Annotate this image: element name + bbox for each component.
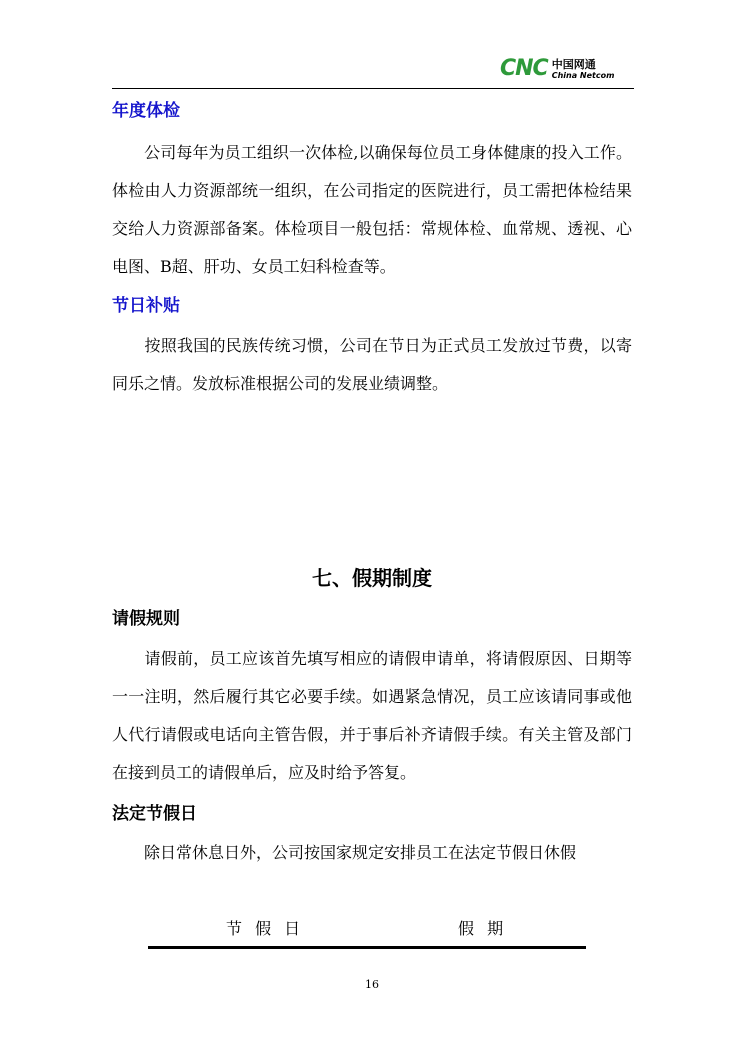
logo-chinese-name: 中国网通 bbox=[551, 57, 596, 71]
heading-statutory-holidays: 法定节假日 bbox=[112, 804, 197, 824]
logo-mark: CNC bbox=[500, 56, 548, 81]
company-logo bbox=[500, 56, 632, 82]
header-divider bbox=[112, 88, 634, 89]
chapter-title: 七、假期制度 bbox=[312, 566, 432, 590]
heading-leave-rules: 请假规则 bbox=[112, 609, 180, 629]
page-number: 16 bbox=[365, 978, 379, 991]
heading-holiday-allowance: 节日补贴 bbox=[112, 296, 180, 316]
paragraph-leave-rules: 请假前，员工应该首先填写相应的请假申请单，将请假原因、日期等一一注明，然后履行其它必要手续。如遇紧急情况，员工应该请同事或他人代行请假或电话向主管告假，并于事后补齐请假手续。有关主管及部门在接到员工的请假单后，应及时给予答复。 bbox=[112, 649, 632, 782]
logo-text bbox=[552, 59, 615, 80]
table-header-holiday: 节 假 日 bbox=[226, 919, 305, 938]
paragraph-annual-checkup: 公司每年为员工组织一次体检,以确保每位员工身体健康的投入工作。体检由人力资源部统一组织，在公司指定的医院进行，员工需把体检结果交给人力资源部备案。体检项目一般包括：常规体检、血常规、透视、心电图、B超、肝功、女员工妇科检查等。 bbox=[112, 143, 632, 276]
table-top-rule bbox=[148, 946, 586, 949]
heading-annual-checkup: 年度体检 bbox=[112, 101, 180, 121]
table-header-days: 假 期 bbox=[458, 919, 508, 938]
logo-english-name: China Netcom bbox=[551, 70, 615, 80]
paragraph-statutory-holidays: 除日常休息日外，公司按国家规定安排员工在法定节假日休假 bbox=[112, 843, 577, 862]
paragraph-holiday-allowance: 按照我国的民族传统习惯，公司在节日为正式员工发放过节费，以寄同乐之情。发放标准根据公司的发展业绩调整。 bbox=[112, 336, 632, 393]
